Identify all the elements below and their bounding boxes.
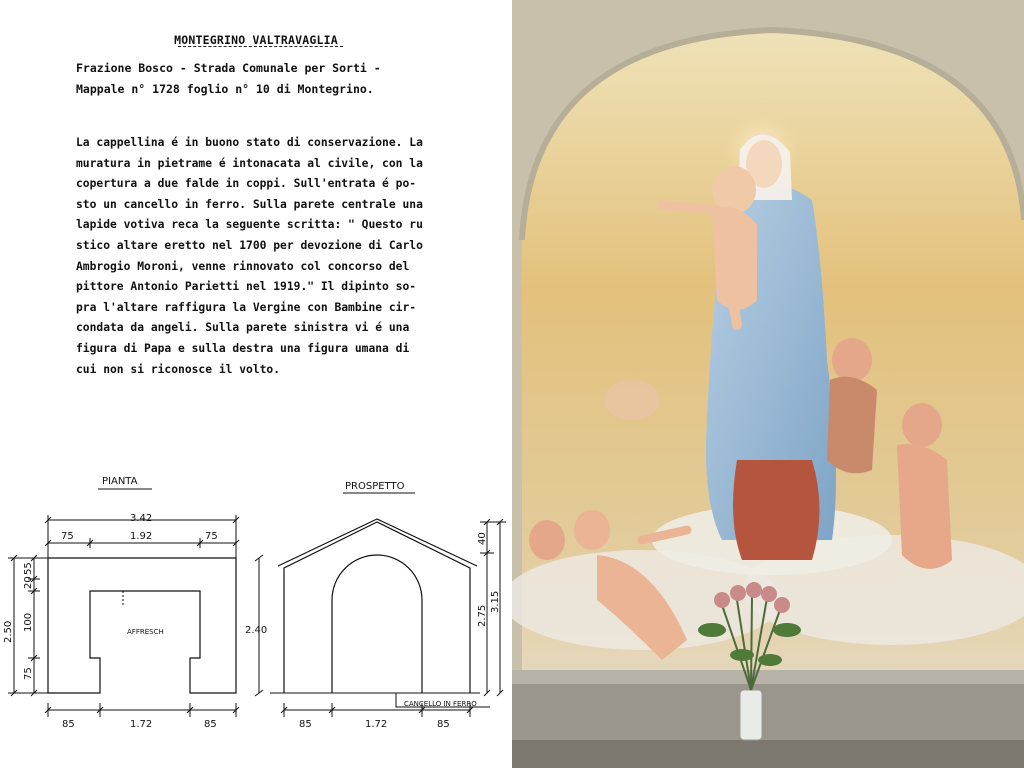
dim-elev-height: 2.40 <box>245 625 268 636</box>
dim-elev-bottom-center: 1.72 <box>365 719 388 730</box>
paragraph-line: pittore Antonio Parietti nel 1919." Il dipinto so- <box>76 280 417 294</box>
description-paragraph <box>76 133 456 380</box>
dim-plan-55: 55 <box>23 562 34 575</box>
dim-plan-total: 3.42 <box>130 513 153 524</box>
paragraph-line: pra l'altare raffigura la Vergine con Bambine cir- <box>76 300 417 314</box>
paragraph-line: sto un cancello in ferro. Sulla parete centrale una <box>76 197 423 211</box>
dim-elev-275: 2.75 <box>477 604 488 627</box>
dim-plan-bottom-right: 85 <box>204 719 217 730</box>
technical-drawing <box>0 465 512 768</box>
dim-plan-height: 2.50 <box>3 620 14 643</box>
title-underline <box>178 46 343 47</box>
affreschi-label: AFFRESCH <box>127 628 164 636</box>
paragraph-line: stico altare eretto nel 1700 per devozione di Carlo <box>76 238 423 252</box>
dim-elev-bottom-left: 85 <box>299 719 312 730</box>
paragraph-line: condata da angeli. Sulla parete sinistra vi é una <box>76 321 410 335</box>
dim-plan-right: 75 <box>205 531 218 542</box>
dim-plan-bottom-left: 85 <box>62 719 75 730</box>
dim-plan-20: 20 <box>23 576 34 589</box>
prospetto-label: PROSPETTO <box>345 481 405 492</box>
cancello-label: CANCELLO IN FERRO <box>404 700 477 708</box>
fresco-photo <box>512 0 1024 768</box>
paragraph-line: lapide votiva reca la seguente scritta: " Questo ru <box>76 218 423 232</box>
dim-elev-bottom-right: 85 <box>437 719 450 730</box>
dim-elev-315: 3.15 <box>490 590 501 613</box>
dim-plan-75: 75 <box>23 667 34 680</box>
document-title: MONTEGRINO VALTRAVAGLIA <box>174 33 338 47</box>
dim-plan-left: 75 <box>61 531 74 542</box>
dim-plan-center: 1.92 <box>130 531 153 542</box>
paragraph-line: cui non si riconosce il volto. <box>76 362 281 376</box>
dim-plan-100: 100 <box>23 612 34 632</box>
paragraph-line: Ambrogio Moroni, venne rinnovato col concorso del <box>76 259 410 273</box>
paragraph-line: muratura in pietrame é intonacata al civile, con la <box>76 156 423 170</box>
dim-plan-bottom-center: 1.72 <box>130 719 153 730</box>
pianta-label: PIANTA <box>102 476 138 487</box>
paragraph-line: figura di Papa e sulla destra una figura umana di <box>76 341 410 355</box>
fresco-painting <box>512 0 1024 768</box>
paragraph-line: copertura a due falde in coppi. Sull'entrata é po- <box>76 177 417 191</box>
cadastral-line: Mappale n° 1728 foglio n° 10 di Montegrino. <box>76 82 374 96</box>
dim-elev-40: 40 <box>477 532 488 545</box>
location-line: Frazione Bosco - Strada Comunale per Sorti - <box>76 61 381 75</box>
paragraph-line: La cappellina é in buono stato di conservazione. La <box>76 136 423 149</box>
